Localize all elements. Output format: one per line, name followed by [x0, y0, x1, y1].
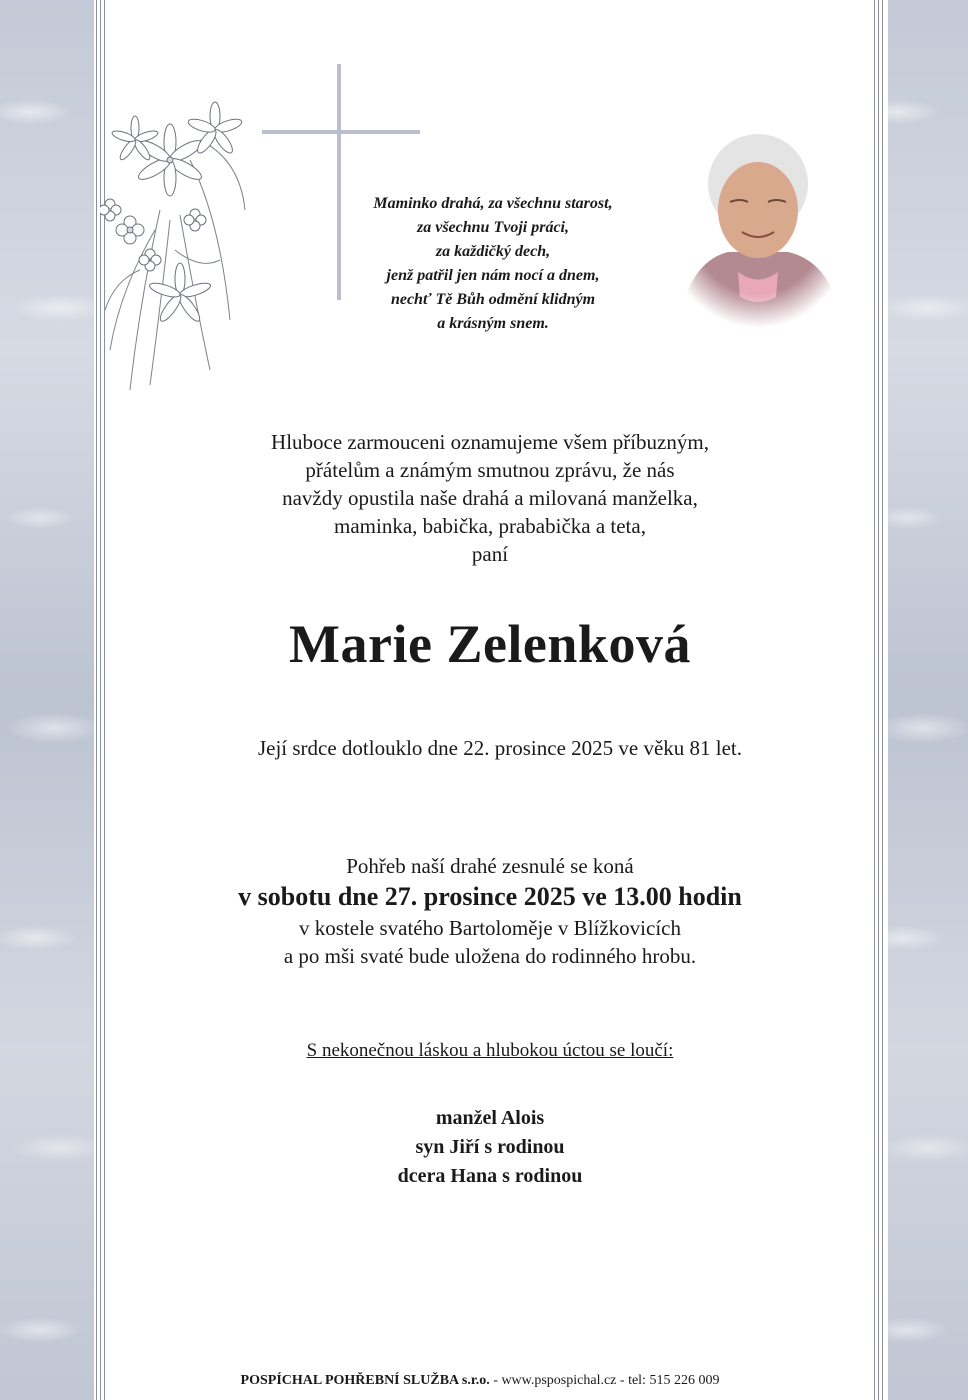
farewell-heading: S nekonečnou láskou a hlubokou úctou se loučí: [306, 1040, 674, 1061]
frame-line [882, 0, 883, 1400]
announcement-line: přátelům a známým smutnou zprávu, že nás [305, 458, 675, 482]
lily-bouquet-icon [100, 100, 250, 400]
mourner: dcera Hana s rodinou [397, 1165, 583, 1187]
deceased-name: Marie Zelenková [289, 614, 691, 674]
poem-line: za všechnu Tvoji práci, [417, 219, 569, 236]
footer-separator: - [489, 1373, 502, 1388]
announcement-text [190, 428, 790, 568]
footer-website: www.pspospichal.cz [501, 1373, 617, 1388]
frame-line [874, 0, 875, 1400]
announcement-line: maminka, babička, prababička a teta, [334, 514, 646, 538]
poem-line: za každičký dech, [435, 243, 551, 260]
mourners-list [190, 1104, 790, 1191]
footer-separator: - [616, 1373, 629, 1388]
mourner: manžel Alois [435, 1107, 545, 1129]
funeral-date: v sobotu dne 27. prosince 2025 ve 13.00 hodin [238, 882, 742, 911]
poem-line: jenž patřil jen nám nocí a dnem, [386, 267, 600, 284]
frame-line [96, 0, 97, 1400]
poem-line: Maminko drahá, za všechnu starost, [373, 195, 613, 212]
footer [120, 1372, 840, 1390]
mourner: syn Jiří s rodinou [415, 1136, 565, 1158]
poem [320, 192, 666, 336]
footer-company: POSPÍCHAL POHŘEBNÍ SLUŽBA s.r.o. [240, 1373, 490, 1388]
announcement-line: paní [471, 542, 509, 566]
poem-line: nechť Tě Bůh odmění klidným [390, 291, 596, 308]
funeral-intro: Pohřeb naší drahé zesnulé se koná [346, 854, 634, 878]
funeral-burial: a po mši svaté bude uložena do rodinného hrobu. [283, 944, 697, 968]
funeral-place: v kostele svatého Bartoloměje v Blížkovicích [299, 916, 681, 940]
poem-line: a krásným snem. [437, 315, 549, 332]
death-date-line: Její srdce dotlouklo dne 22. prosince 2025 ve věku 81 let. [257, 736, 743, 760]
frame-line [878, 0, 879, 1400]
announcement-line: Hluboce zarmouceni oznamujeme všem příbuzným, [271, 430, 709, 454]
marble-border-left [0, 0, 100, 1400]
portrait-photo [668, 122, 848, 328]
funeral-info [180, 852, 800, 970]
announcement-line: navždy opustila naše drahá a milovaná manželka, [282, 486, 698, 510]
footer-phone: tel: 515 226 009 [628, 1373, 720, 1388]
